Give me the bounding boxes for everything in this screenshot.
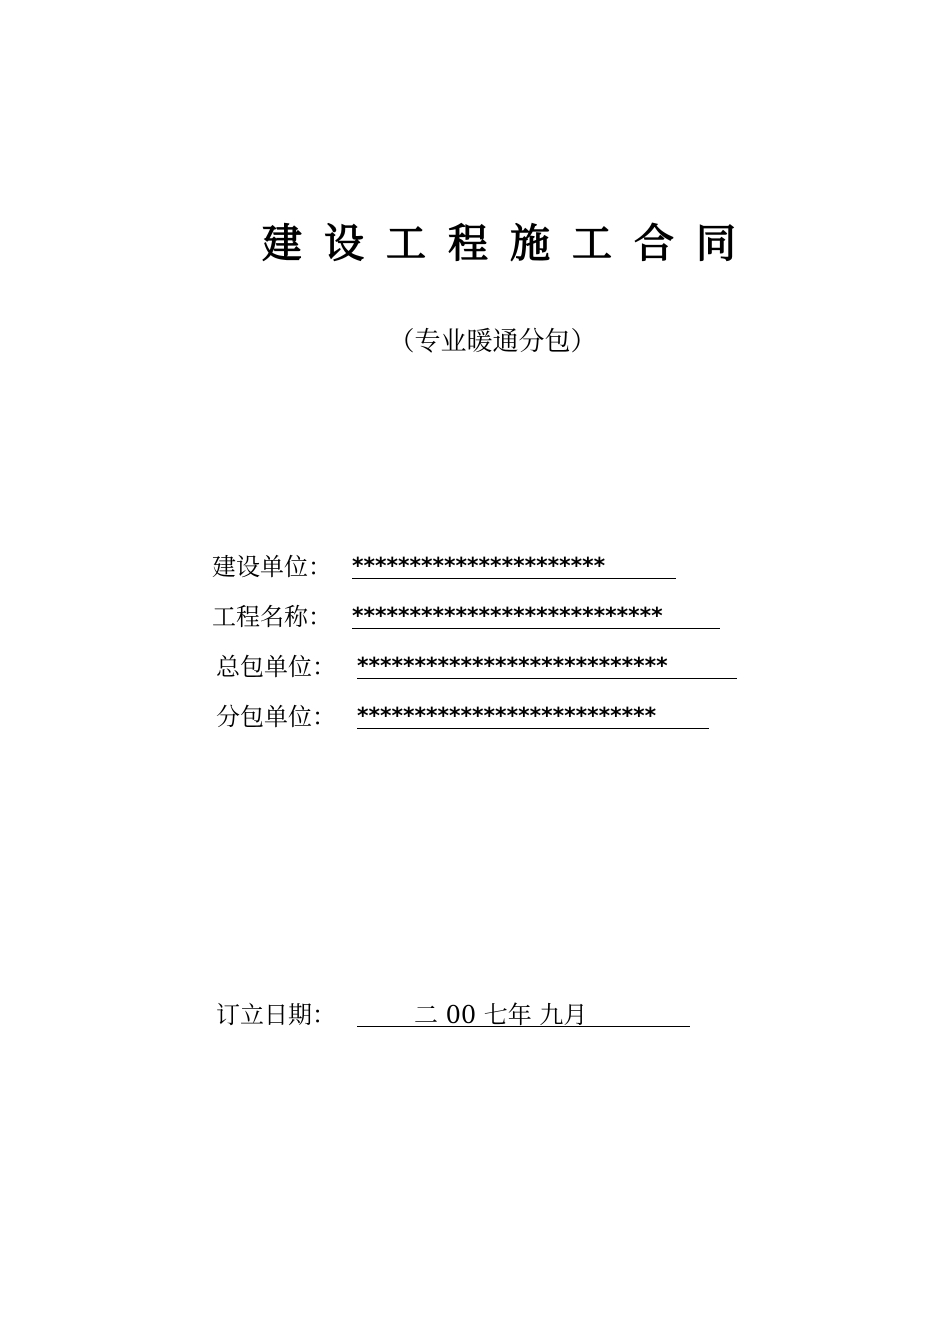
field-value: ***************************	[352, 604, 663, 629]
field-value: 二 00 七年 九月	[414, 1001, 588, 1029]
field-label: 工程名称：	[212, 603, 332, 631]
contract-subtitle: （专业暖通分包）	[388, 327, 597, 357]
field-label: 建设单位：	[212, 553, 332, 581]
field-underline	[352, 578, 676, 579]
field-underline	[357, 728, 709, 729]
field-label: 分包单位：	[216, 703, 336, 731]
field-label: 总包单位：	[216, 653, 336, 681]
field-underline	[357, 1026, 690, 1027]
field-underline	[352, 628, 720, 629]
field-underline	[357, 678, 737, 679]
field-value: ***************************	[357, 654, 668, 679]
field-value: **********************	[352, 554, 606, 579]
field-label: 订立日期：	[216, 1001, 336, 1029]
field-value: **************************	[357, 704, 657, 729]
contract-title: 建设工程施工合同	[262, 220, 758, 267]
